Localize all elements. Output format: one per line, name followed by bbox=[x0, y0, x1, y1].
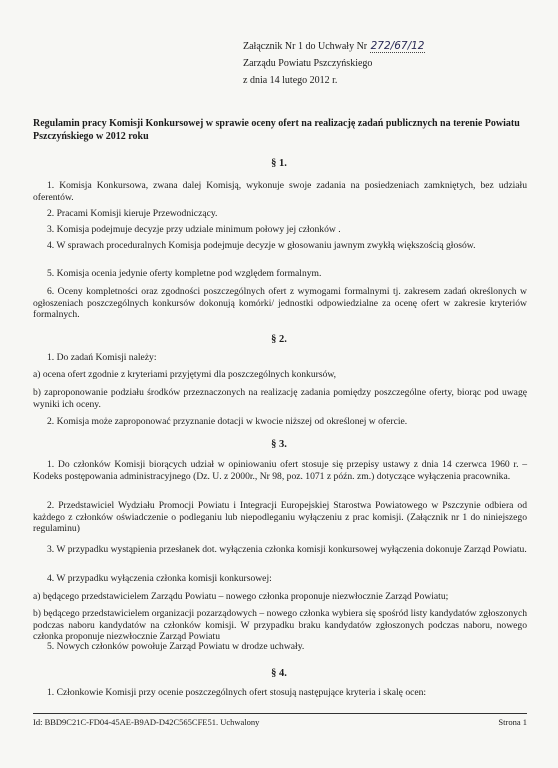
resolution-number: 272/67/12 bbox=[370, 40, 425, 52]
s3-paragraph-5: 5. Nowych członków powołuje Zarząd Powiatu w drodze uchwały. bbox=[47, 641, 305, 652]
attachment-prefix: Załącznik Nr 1 do Uchwały Nr bbox=[243, 41, 368, 52]
s3-item-a: a) będącego przedstawicielem Zarządu Powiatu – nowego członka proponuje niezwłocznie Zarząd Powiatu; bbox=[33, 591, 449, 602]
resolution-date: z dnia 14 lutego 2012 r. bbox=[243, 75, 338, 86]
s3-paragraph-1: 1. Do członków Komisji biorących udział w opiniowaniu ofert stosuje się przepisy ustawy z dnia 14 czerwca 1960 r. – Kodeks postępowania administracyjnego (Dz. U. z 2000r., Nr 98, poz. 1071 z późn. zm.) dotyczące wyłączenia pracownika. bbox=[33, 459, 527, 482]
attachment-header bbox=[243, 38, 533, 89]
issuer: Zarządu Powiatu Pszczyńskiego bbox=[243, 58, 373, 69]
s4-paragraph-1: 1. Członkowie Komisji przy ocenie poszczególnych ofert stosują następujące kryteria i skalę ocen: bbox=[47, 687, 427, 698]
document-title: Regulamin pracy Komisji Konkursowej w sprawie oceny ofert na realizację zadań publicznych na terenie Powiatu Pszczyńskiego w 2012 roku bbox=[33, 118, 520, 142]
s1-paragraph-5: 5. Komisja ocenia jedynie oferty kompletne pod względem formalnym. bbox=[47, 268, 322, 279]
s3-paragraph-2: 2. Przedstawiciel Wydziału Promocji Powiatu i Integracji Europejskiej Starostwa Powiatowego w Pszczynie odbiera od każdego z członków oświadczenie o podleganiu lub niepodleganiu wyłączeniu z prac komisji. (Załącznik nr 1 do niniejszego regulaminu) bbox=[33, 500, 527, 534]
page-number: Strona 1 bbox=[498, 717, 527, 727]
s1-paragraph-3: 3. Komisja podejmuje decyzje przy udziale minimum połowy jej członków . bbox=[47, 224, 341, 235]
s1-paragraph-6: 6. Oceny kompletności oraz zgodności poszczególnych ofert z wymogami formalnymi tj. zakresem zadań określonych w ogłoszeniach poszczególnych konkursów dokonują komórki/ jednostki odpowiedzialne za ocenę ofert w zakresie kryteriów formalnych. bbox=[33, 286, 527, 320]
section-heading-4: § 4. bbox=[271, 668, 287, 679]
s3-paragraph-4: 4. W przypadku wyłączenia członka komisji konkursowej: bbox=[47, 573, 272, 584]
section-heading-1: § 1. bbox=[271, 158, 287, 169]
s1-paragraph-4: 4. W sprawach proceduralnych Komisja podejmuje decyzje w głosowaniu jawnym zwykłą większością głosów. bbox=[47, 240, 476, 251]
s2-paragraph-1: 1. Do zadań Komisji należy: bbox=[47, 352, 157, 363]
footer-divider bbox=[33, 713, 527, 714]
s2-item-b: b) zaproponowanie podziału środków przeznaczonych na realizację zadania pomiędzy poszczególne oferty, biorąc pod uwagę wyniki ich oceny. bbox=[33, 387, 527, 410]
s1-paragraph-1: 1. Komisja Konkursowa, zwana dalej Komisją, wykonuje swoje zadania na posiedzeniach zamkniętych, bez udziału oferentów. bbox=[33, 180, 527, 203]
s1-paragraph-2: 2. Pracami Komisji kieruje Przewodniczący. bbox=[47, 208, 218, 219]
s3-item-b: b) będącego przedstawicielem organizacji pozarządowych – nowego członka wybiera się spośród listy kandydatów zgłoszonych podczas naboru kandydatów na członków komisji. W przypadku braku kandydatów zgłoszonych podczas naboru, nowego członka proponuje niezwłocznie Zarząd Powiatu bbox=[33, 608, 527, 642]
section-heading-2: § 2. bbox=[271, 334, 287, 345]
s3-paragraph-3: 3. W przypadku wystąpienia przesłanek dot. wyłączenia członka komisji konkursowej wyłączenia dokonuje Zarząd Powiatu. bbox=[47, 544, 527, 555]
s2-item-a: a) ocena ofert zgodnie z kryteriami przyjętymi dla poszczególnych konkursów, bbox=[33, 369, 337, 380]
attachment-line bbox=[243, 38, 533, 55]
section-heading-3: § 3. bbox=[271, 439, 287, 450]
document-id: Id: BBD9C21C-FD04-45AE-B9AD-D42C565CFE51. Uchwalony bbox=[33, 717, 260, 727]
s2-paragraph-2: 2. Komisja może zaproponować przyznanie dotacji w kwocie niższej od określonej w ofercie. bbox=[47, 416, 408, 427]
